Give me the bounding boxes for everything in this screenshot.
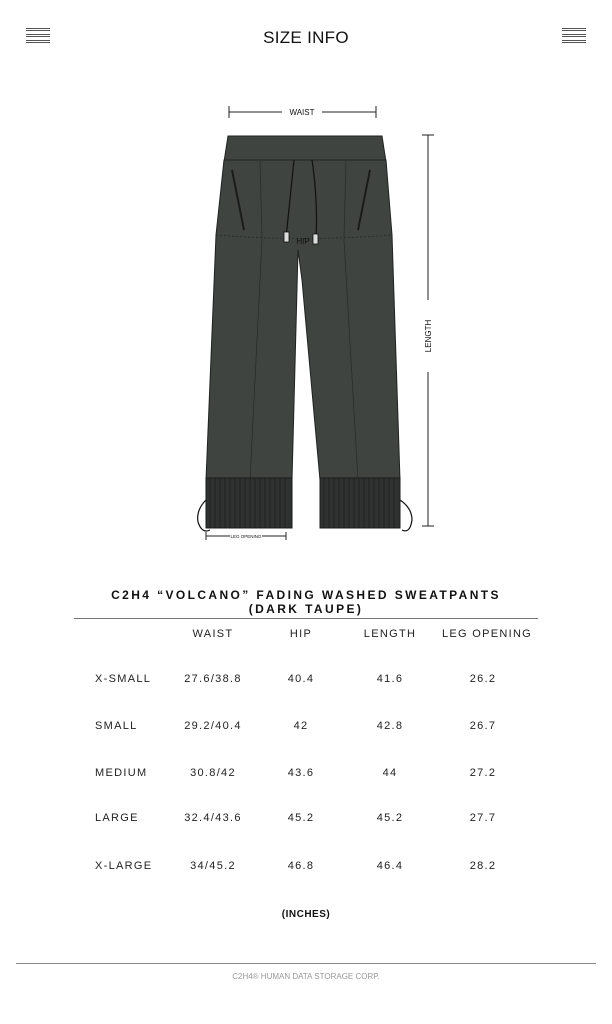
column-header-length: LENGTH: [363, 628, 417, 640]
table-cell: 45.2: [376, 812, 404, 824]
row-size-label: SMALL: [95, 720, 138, 732]
table-cell: 26.7: [469, 720, 497, 732]
footer-divider: [16, 963, 596, 964]
column-header-leg-opening: LEG OPENING: [441, 628, 533, 640]
table-cell: 40.4: [287, 673, 315, 685]
row-size-label: X-SMALL: [95, 673, 152, 685]
pants-body: [198, 136, 412, 531]
table-cell: 45.2: [287, 812, 315, 824]
leg-opening-label: LEG OPENING: [230, 534, 262, 539]
waist-label: WAIST: [289, 108, 315, 117]
row-size-label: LARGE: [95, 812, 139, 824]
table-cell: 29.2/40.4: [184, 720, 242, 732]
column-header-hip: HIP: [289, 628, 313, 640]
table-cell: 43.6: [287, 767, 315, 779]
table-cell: 27.2: [469, 767, 497, 779]
table-cell: 34/45.2: [190, 860, 236, 872]
footer-text: C2H4® HUMAN DATA STORAGE CORP.: [232, 972, 380, 981]
column-header-waist: WAIST: [192, 628, 234, 640]
table-divider: [74, 618, 538, 619]
product-title-line2: (DARK TAUPE): [248, 602, 364, 616]
product-title: [0, 588, 612, 616]
table-cell: 41.6: [376, 673, 404, 685]
table-cell: 27.6/38.8: [184, 673, 242, 685]
length-label: LENGTH: [424, 319, 433, 353]
table-cell: 32.4/43.6: [184, 812, 242, 824]
row-size-label: MEDIUM: [95, 767, 148, 779]
waist-dimension: [229, 106, 376, 118]
length-dimension: [422, 135, 434, 526]
hip-label: HIP: [296, 237, 310, 246]
page-title: SIZE INFO: [263, 28, 349, 47]
product-title-line1: C2H4 “VOLCANO” FADING WASHED SWEATPANTS: [111, 588, 501, 602]
table-cell: 46.8: [287, 860, 315, 872]
table-cell: 28.2: [469, 860, 497, 872]
leg-opening-dimension: [206, 532, 286, 540]
table-cell: 30.8/42: [190, 767, 236, 779]
table-cell: 27.7: [469, 812, 497, 824]
units-label: (INCHES): [281, 909, 331, 920]
table-cell: 46.4: [376, 860, 404, 872]
table-cell: 44: [382, 767, 398, 779]
table-cell: 26.2: [469, 673, 497, 685]
table-cell: 42.8: [376, 720, 404, 732]
row-size-label: X-LARGE: [95, 860, 153, 872]
table-cell: 42: [293, 720, 309, 732]
